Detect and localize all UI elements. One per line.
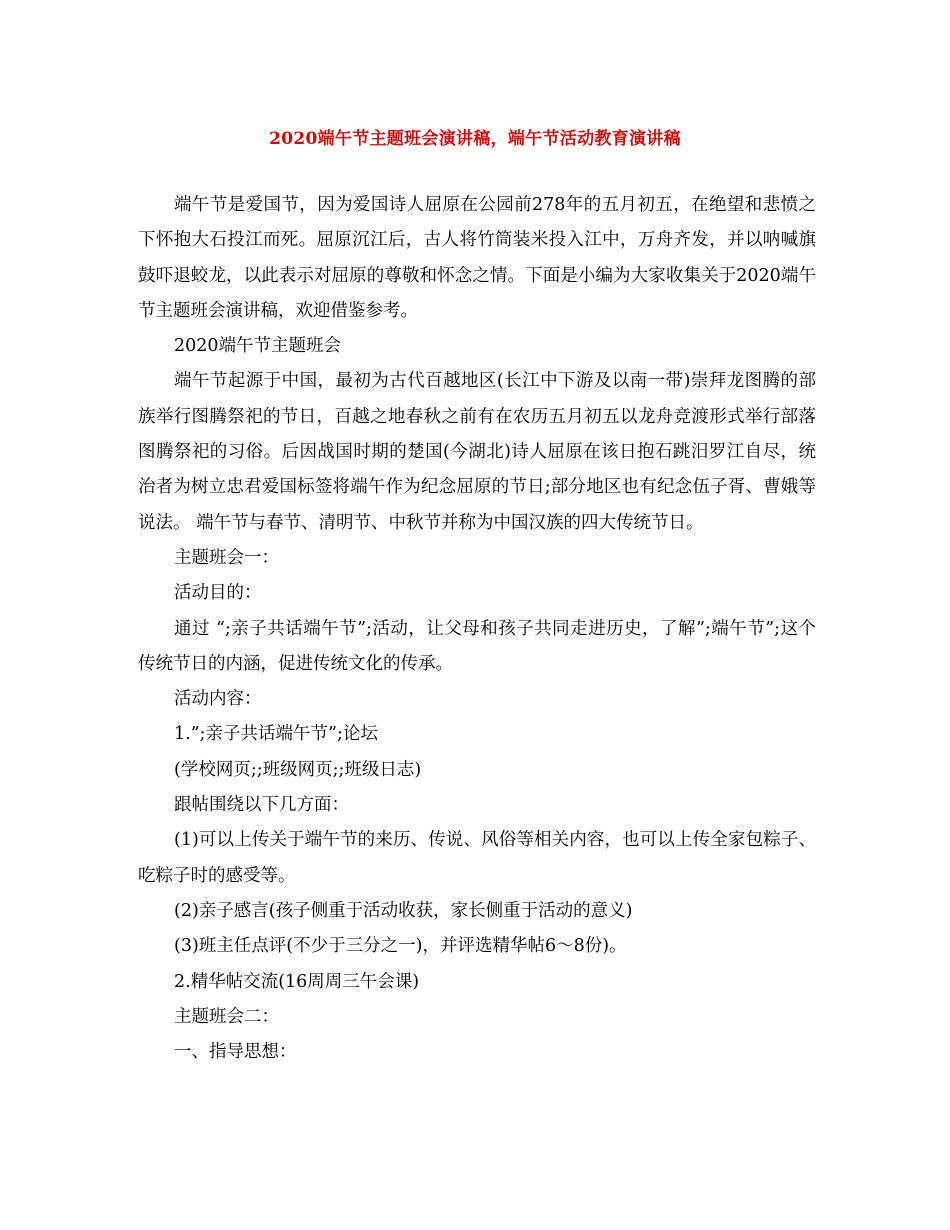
list-item: 2.精华帖交流(16周周三午会课) bbox=[174, 971, 420, 992]
meeting-two-heading: 主题班会二： bbox=[174, 1006, 279, 1027]
list-item: (学校网页;;班级网页;;班级日志) bbox=[174, 759, 422, 780]
intro-paragraph: 端午节是爱国节，因为爱国诗人屈原在公园前278年的五月初五，在绝望和悲愤之下怀抱大石投江而死。屈原沉江后，古人将竹筒装米投入江中，万舟齐发，并以呐喊旗鼓吓退蛟龙，以此表示对屈原的尊敬和怀念之情。下面是小编为大家收集关于2020端午节主题班会演讲稿，欢迎借鉴参考。 bbox=[138, 195, 816, 321]
activity-purpose-text: 通过 “;亲子共话端午节”;活动，让父母和孩子共同走进历史，了解”;端午节”;这个传统节日的内涵，促进传统文化的传承。 bbox=[138, 618, 816, 674]
activity-content-label: 活动内容： bbox=[174, 689, 262, 710]
list-item: (2)亲子感言(孩子侧重于活动收获，家长侧重于活动的意义) bbox=[174, 900, 633, 921]
list-item: 1.”;亲子共话端午节”;论坛 bbox=[174, 724, 378, 745]
guiding-thought-heading: 一、指导思想： bbox=[174, 1042, 297, 1063]
document-body bbox=[138, 188, 816, 1070]
list-item: (3)班主任点评(不少于三分之一)，并评选精华帖6～8份)。 bbox=[174, 936, 627, 957]
document-title: 2020端午节主题班会演讲稿，端午节活动教育演讲稿 bbox=[269, 129, 681, 149]
origin-paragraph: 端午节起源于中国，最初为古代百越地区(长江中下游及以南一带)崇拜龙图腾的部族举行图腾祭祀的节日，百越之地春秋之前有在农历五月初五以龙舟竞渡形式举行部落图腾祭祀的习俗。后因战国时期的楚国(今湖北)诗人屈原在该日抱石跳汨罗江自尽，统治者为树立忠君爱国标签将端午作为纪念屈原的节日;部分地区也有纪念伍子胥、曹娥等说法。 端午节与春节、清明节、中秋节并称为中国汉族的四大传统节日。 bbox=[138, 371, 816, 533]
list-item: 跟帖围绕以下几方面： bbox=[174, 795, 349, 816]
list-item: (1)可以上传关于端午节的来历、传说、风俗等相关内容，也可以上传全家包粽子、吃粽子时的感受等。 bbox=[138, 830, 816, 886]
section-heading: 2020端午节主题班会 bbox=[174, 336, 342, 357]
meeting-one-heading: 主题班会一： bbox=[174, 547, 279, 568]
activity-purpose-label: 活动目的： bbox=[174, 583, 262, 604]
